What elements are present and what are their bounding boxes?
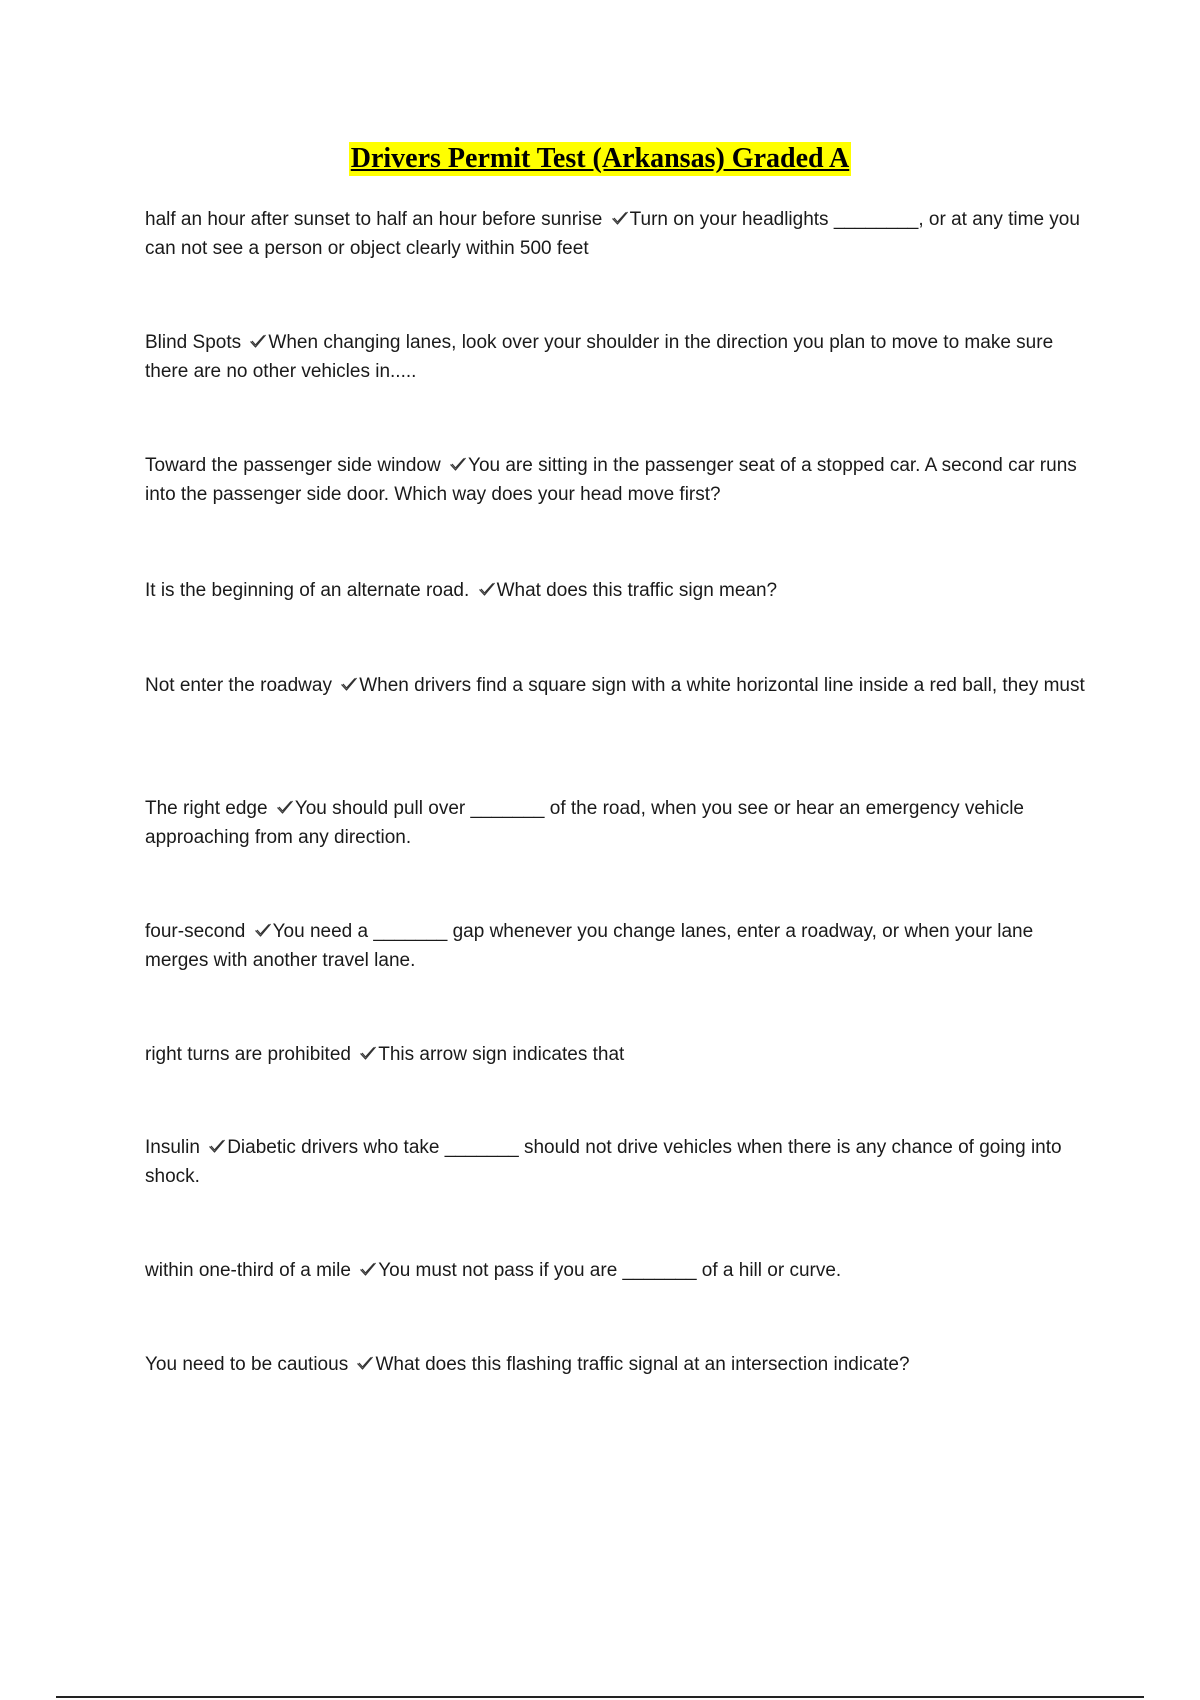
qa-item [145,328,1085,386]
qa-question: You need a _______ gap whenever you change lanes, enter a roadway, or when your lane merges with another travel lane. [145,921,1034,971]
qa-answer: Insulin [145,1137,200,1158]
qa-answer: four-second [145,921,246,942]
qa-answer: Blind Spots [145,332,242,353]
qa-item [145,1256,1085,1285]
check-mark-icon [359,1045,377,1061]
qa-question: When changing lanes, look over your shoulder in the direction you plan to move to make sure there are no other vehicles in..... [145,332,1054,382]
qa-answer: right turns are prohibited [145,1044,351,1065]
check-mark-icon [449,456,467,472]
check-mark-icon [340,676,358,692]
check-mark-icon [611,210,629,226]
check-mark-icon [478,581,496,597]
qa-item [145,1133,1085,1191]
title-container [0,142,1200,176]
check-mark-icon [249,333,267,349]
qa-question: You are sitting in the passenger seat of a stopped car. A second car runs into the passenger side door. Which way does your head move first? [145,455,1077,505]
qa-answer: It is the beginning of an alternate road. [145,580,470,601]
check-mark-icon [254,922,272,938]
check-mark-icon [276,799,294,815]
qa-answer: within one-third of a mile [145,1260,351,1281]
footer-divider [56,1696,1144,1698]
qa-question: When drivers find a square sign with a white horizontal line inside a red ball, they must [359,675,1085,696]
qa-question: You should pull over _______ of the road, when you see or hear an emergency vehicle approaching from any direction. [145,798,1024,848]
qa-question: Diabetic drivers who take _______ should not drive vehicles when there is any chance of going into shock. [145,1137,1062,1187]
qa-question: You must not pass if you are _______ of a hill or curve. [378,1260,842,1281]
qa-item [145,1350,1085,1379]
qa-item [145,205,1085,263]
check-mark-icon [208,1138,226,1154]
qa-item [145,1040,1085,1069]
qa-item [145,917,1085,975]
qa-question: What does this flashing traffic signal at an intersection indicate? [375,1354,910,1375]
qa-item [145,576,1085,605]
qa-answer: Toward the passenger side window [145,455,441,476]
qa-question: What does this traffic sign mean? [496,580,778,601]
check-mark-icon [356,1355,374,1371]
qa-item [145,671,1085,700]
qa-question: This arrow sign indicates that [378,1044,625,1065]
qa-answer: The right edge [145,798,268,819]
qa-answer: You need to be cautious [145,1354,349,1375]
qa-question: Turn on your headlights ________, or at any time you can not see a person or object clearly within 500 feet [145,209,1080,259]
check-mark-icon [359,1261,377,1277]
qa-item [145,794,1085,852]
qa-item [145,451,1085,509]
page-title: Drivers Permit Test (Arkansas) Graded A [350,143,850,174]
qa-answer: half an hour after sunset to half an hour before sunrise [145,209,603,230]
qa-answer: Not enter the roadway [145,675,332,696]
